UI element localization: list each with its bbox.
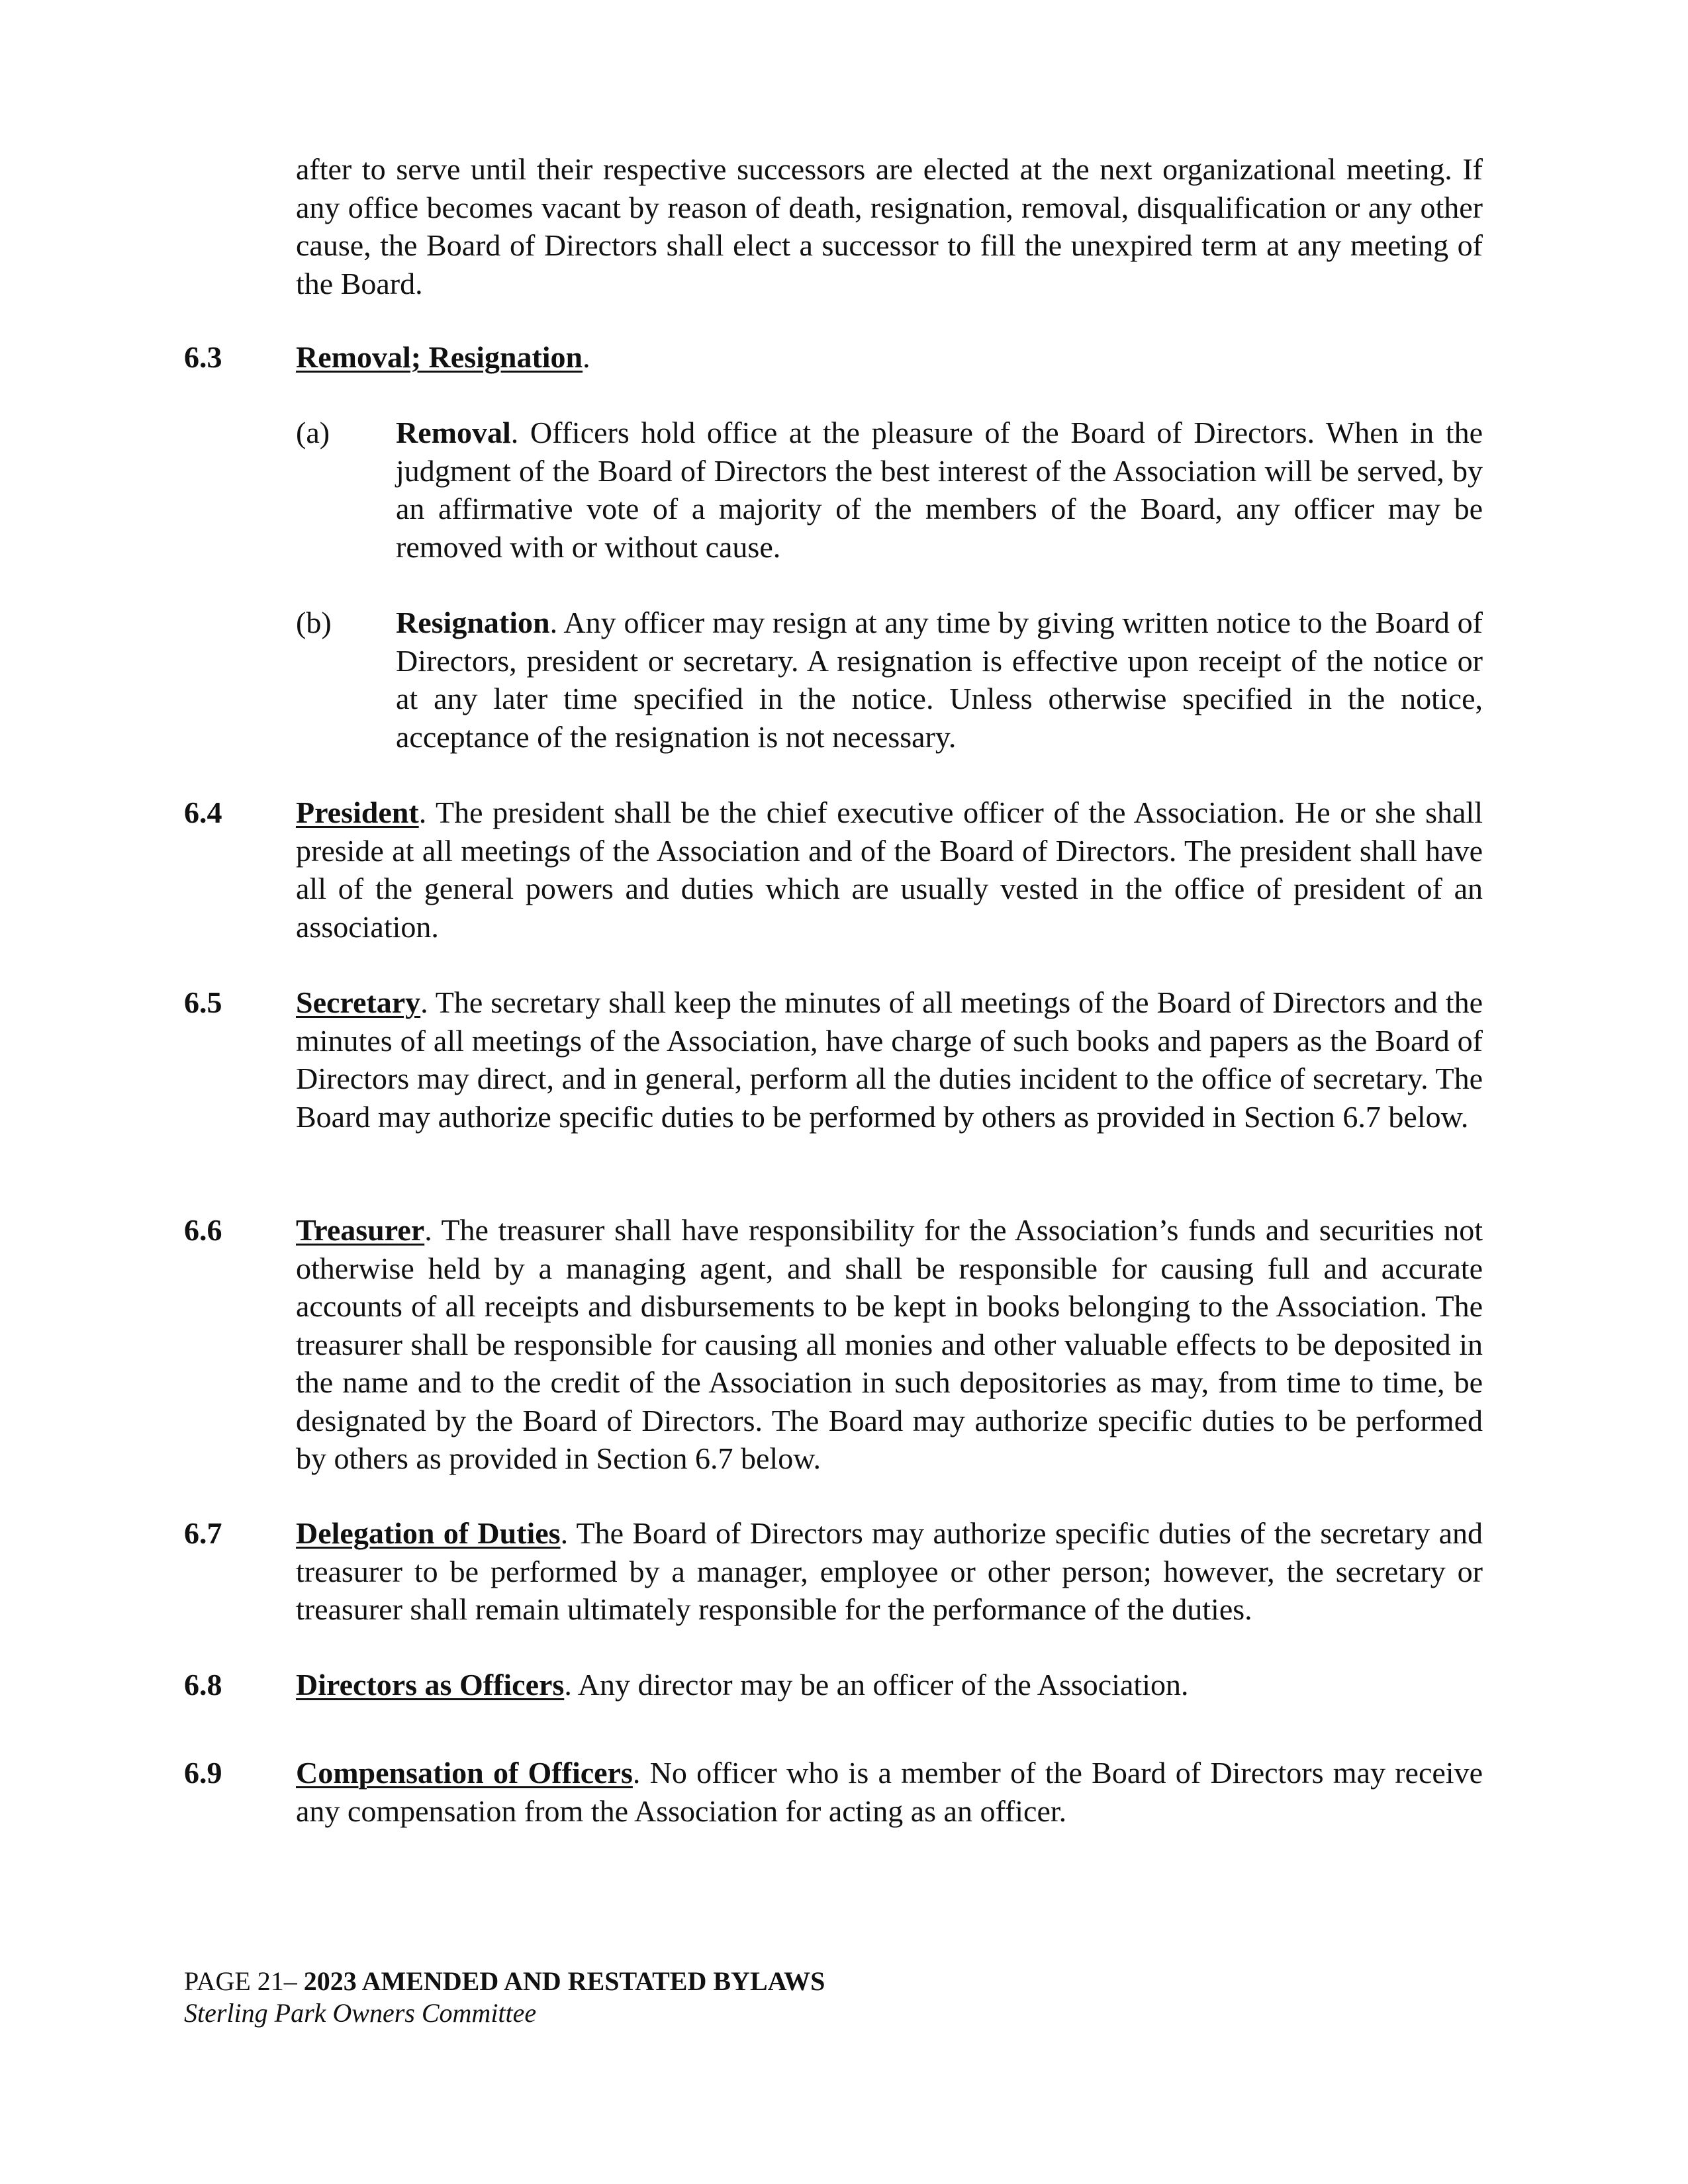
section-heading: President (296, 796, 419, 829)
subsection-label: (b) (296, 606, 332, 639)
section-body: No officer who is a member of the Board of Directors may receive any compensation from the Association for acting as an officer. (296, 1756, 1483, 1828)
subsection-label: (a) (296, 416, 330, 449)
section-heading: Secretary (296, 985, 421, 1019)
section-number: 6.4 (184, 796, 222, 829)
footer-organization: Sterling Park Owners Committee (184, 1998, 537, 2028)
section-heading: Removal; Resignation (296, 340, 583, 374)
heading-suffix: . (632, 1756, 641, 1790)
section-body: The Board of Directors may authorize specific duties of the secretary and treasurer to be performed by a manager, employee or other person; however, the secretary or treasurer shall remain ultimately responsible for the performance of the duties. (296, 1516, 1483, 1626)
subsection-removal (396, 414, 1483, 566)
subsection-text: . Any officer may resign at any time by giving written notice to the Board of Directors, president or secretary. A resignation is effective upon receipt of the notice or at any later time specified in the notice. Unless otherwise specified in the notice, acceptance of the resignation is not necessary. (396, 606, 1483, 754)
subsection-title: Removal (396, 416, 511, 449)
section-heading: Delegation of Duties (296, 1516, 561, 1550)
intro-paragraph: after to serve until their respective successors are elected at the next organizational meeting. If any office becomes vacant by reason of death, resignation, removal, disqualification or any other cause, the Board of Directors shall elect a successor to fill the unexpired term at any meeting of the Board. (296, 152, 1483, 300)
footer-doc-title: 2023 AMENDED AND RESTATED BYLAWS (297, 1966, 825, 1996)
section-body: Any director may be an officer of the Association. (571, 1668, 1189, 1702)
heading-suffix: . (420, 985, 428, 1019)
section-6-9 (296, 1754, 1483, 1830)
footer-page-title (184, 1966, 825, 1997)
heading-suffix: . (418, 796, 427, 829)
section-heading: Compensation of Officers (296, 1756, 633, 1790)
section-6-4 (296, 794, 1483, 946)
section-number: 6.8 (184, 1668, 222, 1702)
section-number: 6.9 (184, 1756, 222, 1790)
heading-suffix: . (564, 1668, 572, 1702)
section-body: The secretary shall keep the minutes of all meetings of the Board of Directors and the minutes of all meetings of the Association, have charge of such books and papers as the Board of Directors may direct, and in general, perform all the duties incident to the office of secretary. The Board may authorize specific duties to be performed by others as provided in Section 6.7 below. (296, 985, 1483, 1134)
section-heading: Directors as Officers (296, 1668, 565, 1702)
section-number: 6.5 (184, 985, 222, 1019)
heading-suffix: . (424, 1213, 432, 1247)
section-heading: Treasurer (296, 1213, 425, 1247)
section-number: 6.3 (184, 340, 222, 374)
section-6-6 (296, 1211, 1483, 1478)
subsection-resignation (396, 604, 1483, 756)
section-6-3 (296, 338, 1483, 377)
section-number: 6.6 (184, 1213, 222, 1247)
section-6-8 (296, 1666, 1483, 1704)
heading-suffix: . (583, 340, 590, 374)
section-number: 6.7 (184, 1516, 222, 1550)
subsection-title: Resignation (396, 606, 550, 639)
footer-page-label: PAGE 21– (184, 1966, 297, 1996)
section-6-5 (296, 983, 1483, 1136)
heading-suffix: . (560, 1516, 569, 1550)
section-6-7 (296, 1514, 1483, 1629)
section-body: The president shall be the chief executive officer of the Association. He or she shall preside at all meetings of the Association and of the Board of Directors. The president shall have all of the general powers and duties which are usually vested in the office of president of an association. (296, 796, 1483, 944)
subsection-text: . Officers hold office at the pleasure of the Board of Directors. When in the judgment of the Board of Directors the best interest of the Association will be served, by an affirmative vote of a majority of the members of the Board, any officer may be removed with or without cause. (396, 416, 1483, 564)
section-body: The treasurer shall have responsibility for the Association’s funds and securities not otherwise held by a managing agent, and shall be responsible for causing full and accurate accounts of all receipts and disbursements to be kept in books belonging to the Association. The treasurer shall be responsible for causing all monies and other valuable effects to be deposited in the name and to the credit of the Association in such depositories as may, from time to time, be designated by the Board of Directors. The Board may authorize specific duties to be performed by others as provided in Section 6.7 below. (296, 1213, 1483, 1475)
